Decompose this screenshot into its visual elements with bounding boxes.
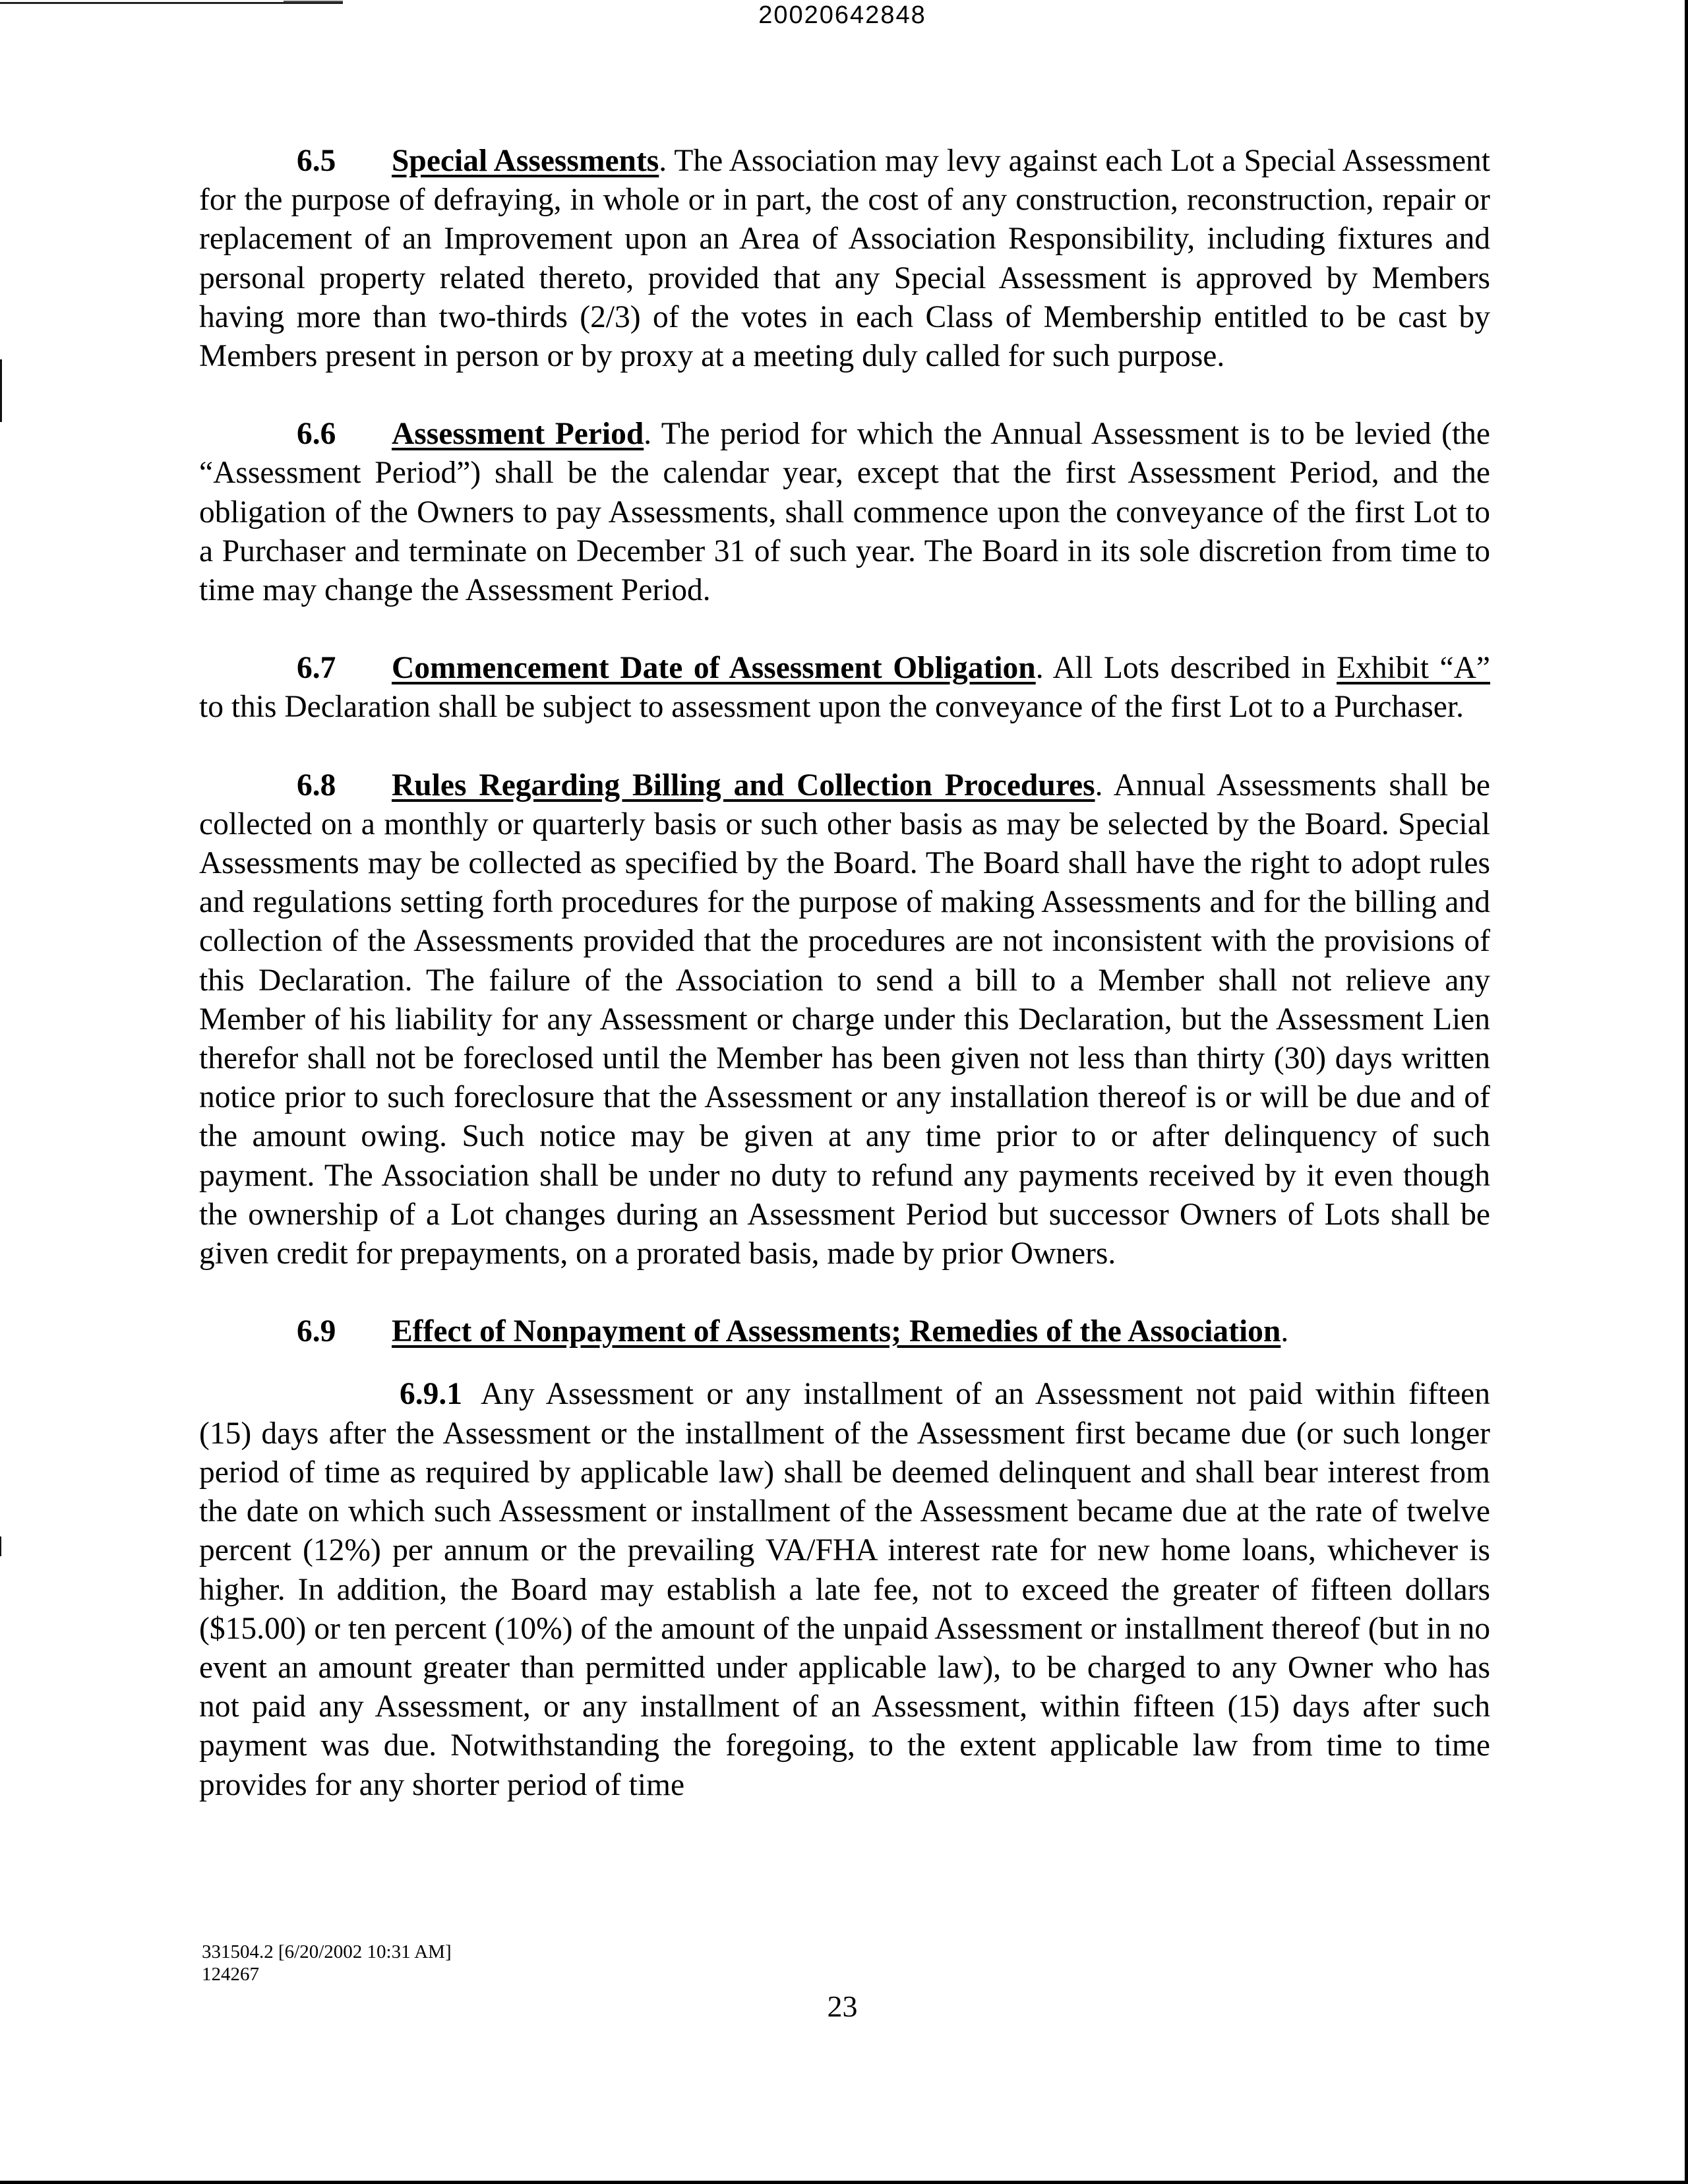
section-number: 6.9.1 [400, 1377, 462, 1412]
section-text: . The period for which the Annual Assessment is to be levied (the “Assessment Period”) shall be the calendar year, except that the first Assessment Period, and the obligation of the Owners to pay Assessments, shall commence upon the conveyance of the first Lot to a Purchaser and terminate on December 31 of such year. The Board in its sole discretion from time to time may change the Assessment Period. [199, 417, 1490, 608]
page-number: 23 [827, 1989, 858, 2023]
document-id: 20020642848 [758, 1, 926, 29]
footer-metadata [202, 1941, 452, 1986]
section-text: . All Lots described in [1035, 651, 1337, 686]
section-heading: Rules Regarding Billing and Collection Procedures [392, 768, 1095, 803]
section-number: 6.6 [297, 417, 336, 452]
footer-doc-ref: 331504.2 [6/20/2002 10:31 AM] [202, 1941, 452, 1962]
section-number: 6.8 [297, 768, 336, 803]
section-text: . The Association may levy against each Lot a Special Assessment for the purpose of defraying, in whole or in part, the cost of any construction, reconstruction, repair or replacement of an Improvement upon an Area of Association Responsibility, including fixtures and personal property related thereto, provided that any Special Assessment is approved by Members having more than two-thirds (2/3) of the votes in each Class of Membership entitled to be cast by Members present in person or by proxy at a meeting duly called for such purpose. [199, 144, 1490, 374]
section-text: to this Declaration shall be subject to assessment upon the conveyance of the first Lot to a Purchaser. [199, 690, 1464, 725]
section-heading: Commencement Date of Assessment Obligation [392, 651, 1036, 686]
section-number: 6.7 [297, 651, 336, 686]
section-6-9 [199, 1312, 1490, 1351]
section-6-7 [199, 649, 1490, 727]
section-6-5 [199, 142, 1490, 376]
section-6-6 [199, 415, 1490, 610]
section-6-8 [199, 766, 1490, 1274]
margin-mark [0, 1536, 1, 1556]
section-number: 6.9 [297, 1314, 336, 1349]
section-heading: Assessment Period [392, 417, 644, 452]
section-text: . [1281, 1314, 1289, 1349]
footer-doc-num: 124267 [202, 1964, 259, 1985]
exhibit-reference: Exhibit “A” [1337, 651, 1491, 686]
section-6-9-1 [199, 1375, 1490, 1804]
section-heading: Effect of Nonpayment of Assessments; Remedies of the Association [392, 1314, 1281, 1349]
document-body [199, 142, 1490, 1844]
section-text: . Annual Assessments shall be collected on a monthly or quarterly basis or such other basis as may be selected by the Board. Special Assessments may be collected as specified by the Board. The Board shall have the right to adopt rules and regulations setting forth procedures for the purpose of making Assessments and for the billing and collection of the Assessments provided that the procedures are not inconsistent with the provisions of this Declaration. The failure of the Association to send a bill to a Member shall not relieve any Member of his liability for any Assessment or charge under this Declaration, but the Assessment Lien therefor shall not be foreclosed until the Member has been given not less than thirty (30) days written notice prior to such foreclosure that the Assessment or any installation thereof is or will be due and of the amount owing. Such notice may be given at any time prior to or after delinquency of such payment. The Association shall be under no duty to refund any payments received by it even though the ownership of a Lot changes during an Assessment Period but successor Owners of Lots shall be given credit for prepayments, on a prorated basis, made by prior Owners. [199, 768, 1490, 1271]
section-text: Any Assessment or any installment of an Assessment not paid within fifteen (15) days after the Assessment or the installment of the Assessment first became due (or such longer period of time as required by applicable law) shall be deemed delinquent and shall bear interest from the date on which such Assessment or installment of the Assessment became due at the rate of twelve percent (12%) per annum or the prevailing VA/FHA interest rate for new home loans, whichever is higher. In addition, the Board may establish a late fee, not to exceed the greater of fifteen dollars ($15.00) or ten percent (10%) of the amount of the unpaid Assessment or installment thereof (but in no event an amount greater than permitted under applicable law), to be charged to any Owner who has not paid any Assessment, or any installment of an Assessment, within fifteen (15) days after such payment was due. Notwithstanding the foregoing, to the extent applicable law from time to time provides for any shorter period of time [199, 1377, 1490, 1802]
margin-mark [0, 359, 2, 422]
section-number: 6.5 [297, 144, 336, 178]
section-heading: Special Assessments [392, 144, 659, 178]
